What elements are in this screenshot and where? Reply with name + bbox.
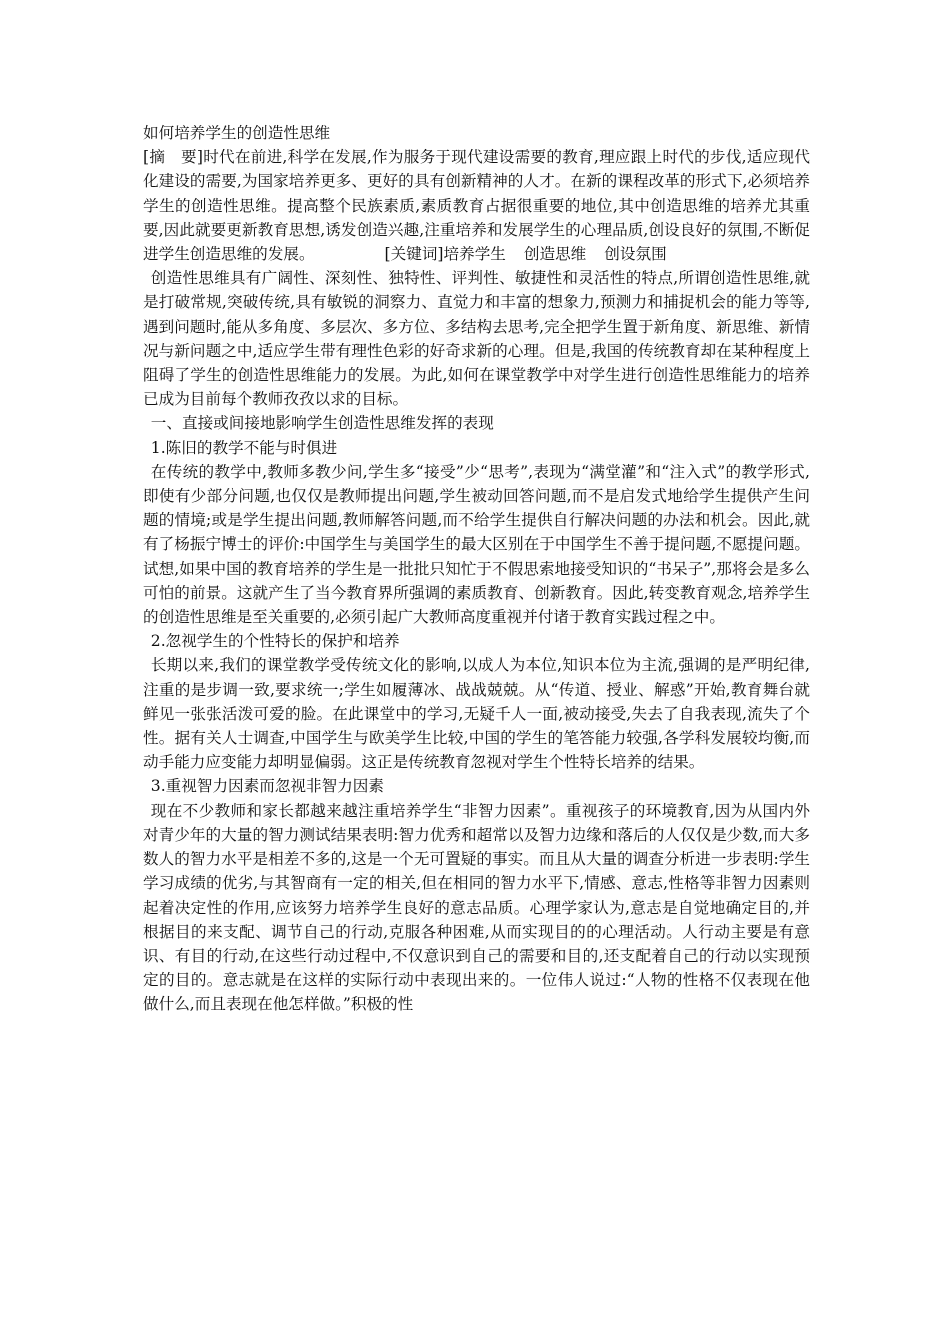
subsection-paragraph-2: 长期以来,我们的课堂教学受传统文化的影响,以成人为本位,知识本位为主流,强调的是严明纪律,注重的是步调一致,要求统一;学生如履薄冰、战战兢兢。从“传道、授业、解惑”开始,教育舞台就鲜见一张张活泼可爱的脸。在此课堂中的学习,无疑千人一面,被动接受,失去了自我表现,流失了个性。据有关人士调查,中国学生与欧美学生比较,中国的学生的笔答能力较强,各学科发展较均衡,而动手能力应变能力却明显偏弱。这正是传统教育忽视对学生个性特长培养的结果。 (143, 656, 810, 772)
keyword-1: 培养学生 (443, 245, 506, 264)
keyword-2: 创造思维 (523, 245, 587, 264)
keywords-label: [关键词] (384, 245, 444, 264)
document-page (143, 121, 810, 1017)
subsection-heading-3: 3.重视智力因素而忽视非智力因素 (150, 777, 384, 796)
subsection-paragraph-1: 在传统的教学中,教师多教少问,学生多“接受”少“思考”,表现为“满堂灌”和“注入式”的教学形式,即使有少部分问题,也仅仅是教师提出问题,学生被动回答问题,而不是启发式地给学生提供产生问题的情境;或是学生提出问题,教师解答问题,而不给学生提供自行解决问题的办法和机会。因此,就有了杨振宁博士的评价:中国学生与美国学生的最大区别在于中国学生不善于提问题,不愿提问题。试想,如果中国的教育培养的学生是一批批只知忙于不假思索地接受知识的“书呆子”,那将会是多么可怕的前景。这就产生了当今教育界所强调的素质教育、创新教育。因此,转变教育观念,培养学生的创造性思维是至关重要的,必须引起广大教师高度重视并付诸于教育实践过程之中。 (143, 462, 810, 627)
subsection-heading-2: 2.忽视学生的个性特长的保护和培养 (150, 632, 400, 651)
section-heading-1: 一、直接或间接地影响学生创造性思维发挥的表现 (150, 414, 494, 433)
abstract-label: [摘 要] (143, 148, 203, 167)
abstract-paragraph (143, 145, 810, 266)
document-title: 如何培养学生的创造性思维 (143, 124, 331, 142)
keyword-3: 创设氛围 (604, 245, 667, 264)
intro-paragraph: 创造性思维具有广阔性、深刻性、独特性、评判性、敏捷性和灵活性的特点,所谓创造性思维,就是打破常规,突破传统,具有敏锐的洞察力、直觉力和丰富的想象力,预测力和捕捉机会的能力等等,遇到问题时,能从多角度、多层次、多方位、多结构去思考,完全把学生置于新角度、新思维、新情况与新问题之中,适应学生带有理性色彩的好奇求新的心理。但是,我国的传统教育却在某种程度上阻碍了学生的创造性思维能力的发展。为此,如何在课堂教学中对学生进行创造性思维能力的培养已成为目前每个教师孜孜以求的目标。 (143, 269, 810, 409)
subsection-paragraph-3: 现在不少教师和家长都越来越注重培养学生“非智力因素”。重视孩子的环境教育,因为从国内外对青少年的大量的智力测试结果表明:智力优秀和超常以及智力边缘和落后的人仅仅是少数,而大多数人的智力水平是相差不多的,这是一个无可置疑的事实。而且从大量的调查分析进一步表明:学生学习成绩的优劣,与其智商有一定的相关,但在相同的智力水平下,情感、意志,性格等非智力因素则起着决定性的作用,应该努力培养学生良好的意志品质。心理学家认为,意志是自觉地确定目的,并根据目的来支配、调节自己的行动,克服各种困难,从而实现目的的心理活动。人行动主要是有意识、有目的行动,在这些行动过程中,不仅意识到自己的需要和目的,还支配着自己的行动以实现预定的目的。意志就是在这样的实际行动中表现出来的。一位伟人说过:“人物的性格不仅表现在他做什么,而且表现在他怎样做。”积极的性 (143, 801, 810, 1014)
abstract-text: 时代在前进,科学在发展,作为服务于现代建设需要的教育,理应跟上时代的步伐,适应现代化建设的需要,为国家培养更多、更好的具有创新精神的人才。在新的课程改革的形式下,必须培养学生的创造性思维。提高整个民族素质,素质教育占据很重要的地位,其中创造思维的培养尤其重要,因此就要更新教育思想,诱发创造兴趣,注重培养和发展学生的心理品质,创设良好的氛围,不断促进学生创造思维的发展。 (143, 148, 810, 264)
subsection-heading-1: 1.陈旧的教学不能与时俱进 (150, 438, 338, 457)
